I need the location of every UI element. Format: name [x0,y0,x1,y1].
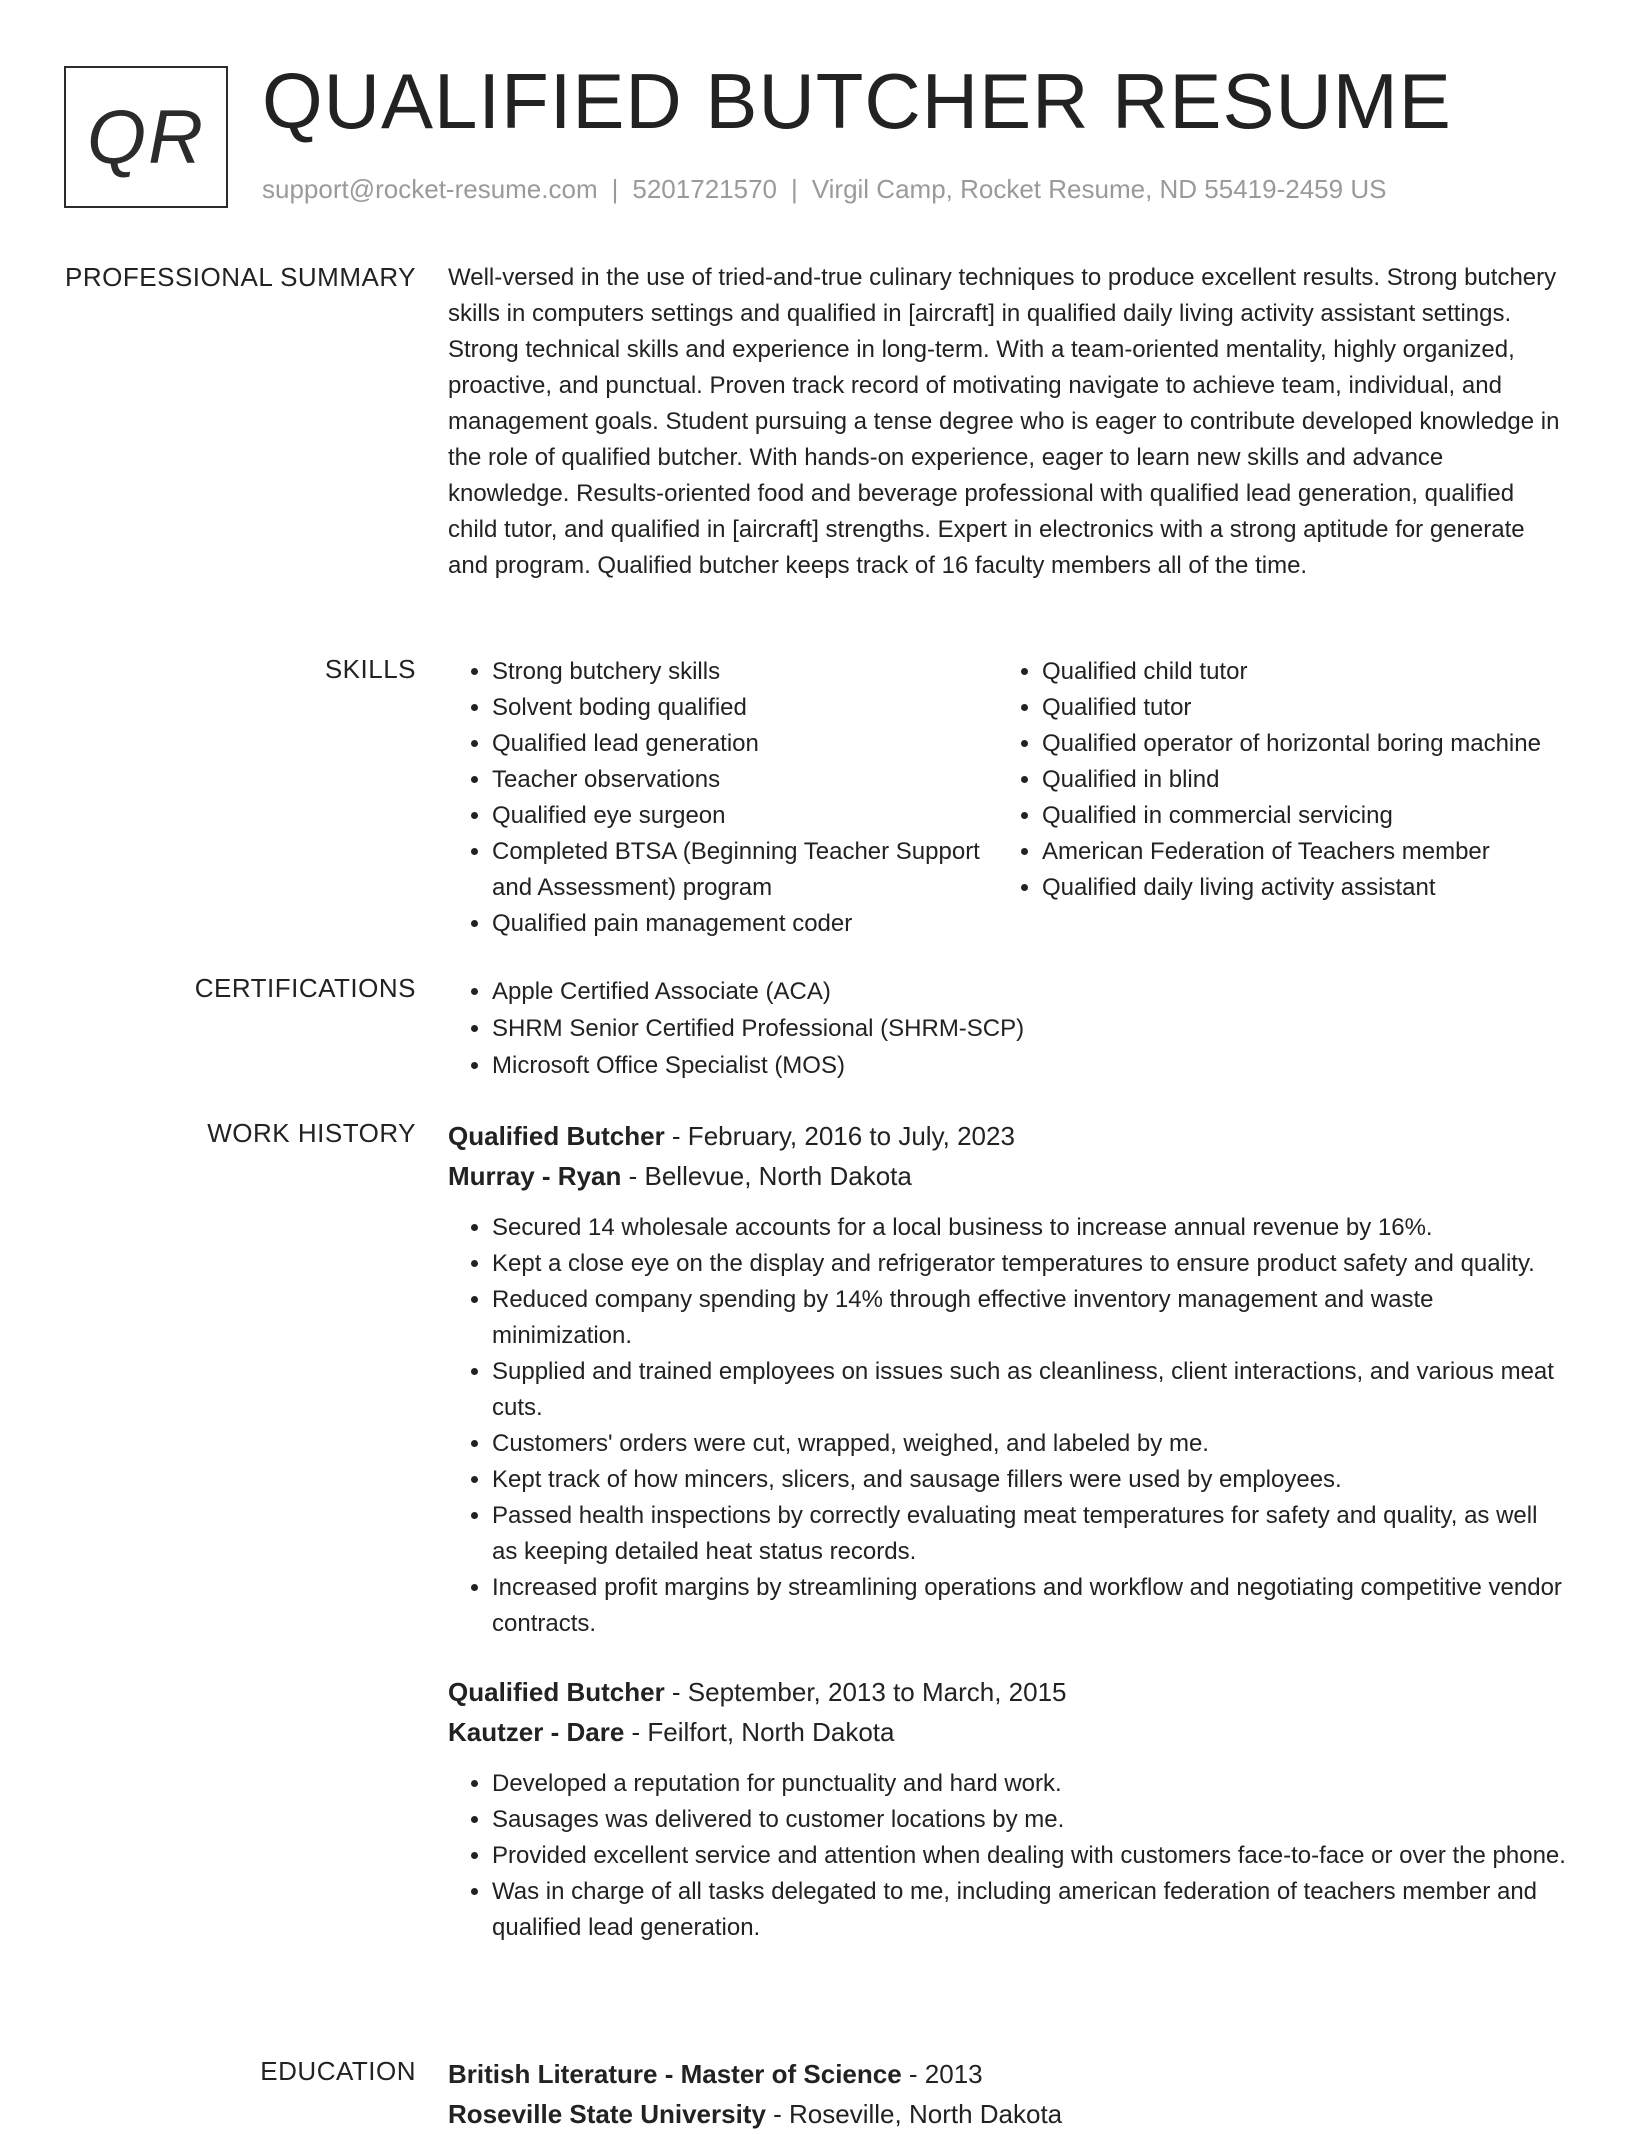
job-company: Murray - Ryan [448,1161,622,1191]
job-location: - Bellevue, North Dakota [621,1161,912,1191]
skills-list-right [998,654,1622,906]
job-title: Qualified Butcher [448,1677,665,1707]
skill-item: • Qualified operator of horizontal boring machine [1042,726,1622,762]
work-history-block [448,1116,1568,1946]
education-block [448,2054,1568,2134]
skills-list-left [448,654,998,942]
education-school-line [448,2094,1568,2134]
job-bullet: • Kept a close eye on the display and refrigerator temperatures to ensure product safety and quality. [492,1246,1568,1282]
job-bullet: • Developed a reputation for punctuality and hard work. [492,1766,1568,1802]
job-bullet: • Kept track of how mincers, slicers, and sausage fillers were used by employees. [492,1462,1568,1498]
job-bullet: • Secured 14 wholesale accounts for a local business to increase annual revenue by 16%. [492,1210,1568,1246]
skill-item: • Qualified child tutor [1042,654,1622,690]
certification-item: • Microsoft Office Specialist (MOS) [492,1047,1568,1084]
job-company-line [448,1156,1568,1196]
skill-item: • Qualified tutor [1042,690,1622,726]
separator: | [791,174,798,204]
section-label-work-history: WORK HISTORY [207,1118,416,1148]
job-location: - Feilfort, North Dakota [624,1717,895,1747]
education-degree-line [448,2054,1568,2094]
education-school: Roseville State University [448,2099,766,2129]
skill-item: • American Federation of Teachers member [1042,834,1622,870]
job-title: Qualified Butcher [448,1121,665,1151]
skill-item: • Strong butchery skills [492,654,998,690]
job-entry [448,1116,1568,1642]
skill-item: • Qualified daily living activity assistant [1042,870,1622,906]
job-bullet: • Passed health inspections by correctly evaluating meat temperatures for safety and quality, as well as keeping detailed heat status records. [492,1498,1568,1570]
job-dates: - February, 2016 to July, 2023 [664,1121,1015,1151]
job-company-line [448,1712,1568,1752]
separator: | [611,174,619,204]
job-bullets [448,1210,1568,1642]
job-company: Kautzer - Dare [448,1717,625,1747]
section-label-education: EDUCATION [260,2056,416,2086]
monogram: QR [64,66,228,208]
contact-line [262,174,1386,205]
section-label-certifications: CERTIFICATIONS [194,973,416,1003]
education-location: - Roseville, North Dakota [765,2099,1063,2129]
job-bullet: • Sausages was delivered to customer locations by me. [492,1802,1568,1838]
skill-item: • Qualified in commercial servicing [1042,798,1622,834]
job-bullets [448,1766,1568,1946]
certification-item: • Apple Certified Associate (ACA) [492,973,1568,1010]
job-bullet: • Customers' orders were cut, wrapped, weighed, and labeled by me. [492,1426,1568,1462]
skill-item: • Teacher observations [492,762,998,798]
section-label-skills: SKILLS [324,654,416,684]
job-bullet: • Reduced company spending by 14% through effective inventory management and waste minimization. [492,1282,1568,1354]
summary-text: Well-versed in the use of tried-and-true culinary techniques to produce excellent results. Strong butchery skills in computers settings and qualified in [aircraft] in qualified daily living activity assistant settings. Strong technical skills and experience in long-term. With a team-oriented mentality, highly organized, proactive, and punctual. Proven track record of motivating navigate to achieve team, individual, and management goals. Student pursuing a tense degree who is eager to contribute developed knowledge in the role of qualified butcher. With hands-on experience, eager to learn new skills and advance knowledge. Results-oriented food and beverage professional with qualified lead generation, qualified child tutor, and qualified in [aircraft] strengths. Expert in electronics with a strong aptitude for generate and program. Qualified butcher keeps track of 16 faculty members all of the time. [448,264,1560,579]
resume-title: QUALIFIED BUTCHER RESUME [262,57,1452,145]
education-year: - 2013 [901,2059,983,2089]
skill-item: • Qualified in blind [1042,762,1622,798]
job-title-line [448,1116,1568,1156]
skill-item: • Qualified lead generation [492,726,998,762]
job-title-line [448,1672,1568,1712]
job-bullet: • Was in charge of all tasks delegated to me, including american federation of teachers member and qualified lead generation. [492,1874,1568,1946]
certifications-block [448,973,1568,1084]
contact-address: Virgil Camp, Rocket Resume, ND 55419-2459 US [811,174,1387,204]
skill-item: • Solvent boding qualified [492,690,998,726]
section-label-summary: PROFESSIONAL SUMMARY [65,262,416,292]
contact-phone[interactable]: 5201721570 [632,174,777,204]
contact-email[interactable]: support@rocket-resume.com [262,174,598,204]
job-bullet: • Provided excellent service and attention when dealing with customers face-to-face or over the phone. [492,1838,1568,1874]
certifications-list [448,973,1568,1084]
certification-item: • SHRM Senior Certified Professional (SHRM-SCP) [492,1010,1568,1047]
education-degree: British Literature - Master of Science [448,2059,902,2089]
job-bullet: • Supplied and trained employees on issues such as cleanliness, client interactions, and various meat cuts. [492,1354,1568,1426]
summary-text-block [448,260,1568,584]
skill-item: • Completed BTSA (Beginning Teacher Support and Assessment) program [492,834,998,906]
job-dates: - September, 2013 to March, 2015 [664,1677,1067,1707]
job-bullet: • Increased profit margins by streamlining operations and workflow and negotiating competitive vendor contracts. [492,1570,1568,1642]
skill-item: • Qualified pain management coder [492,906,998,942]
skill-item: • Qualified eye surgeon [492,798,998,834]
job-entry [448,1672,1568,1946]
